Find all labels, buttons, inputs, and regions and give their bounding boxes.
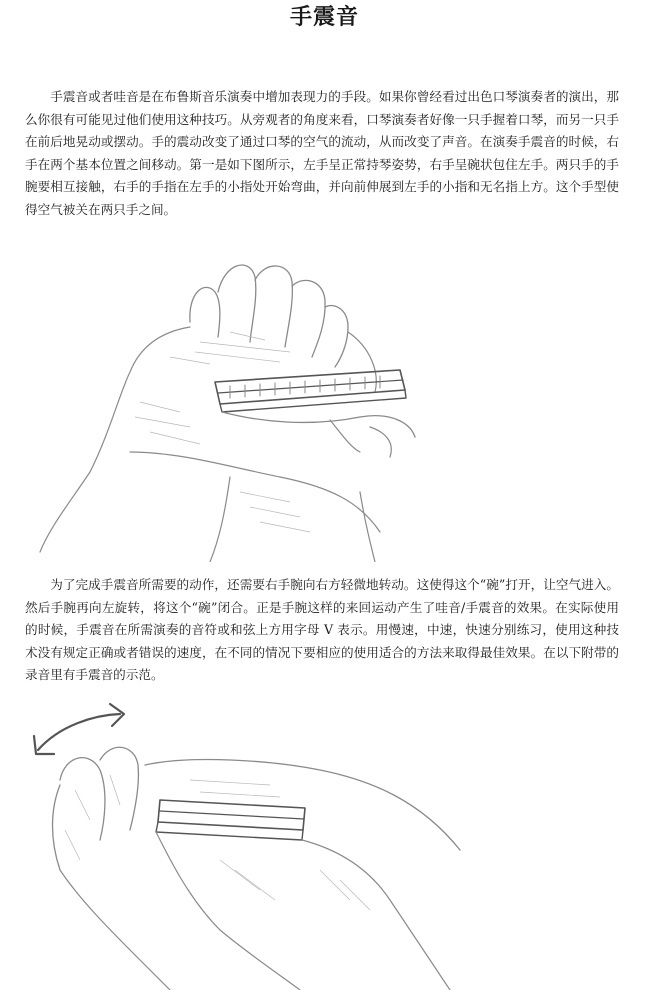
harmonica-icon bbox=[215, 370, 406, 412]
open-hands-illustration bbox=[20, 700, 500, 990]
page-title: 手震音 bbox=[289, 4, 359, 30]
cupped-hands-closed-icon bbox=[30, 252, 430, 562]
technique-paragraph: 为了完成手震音所需要的动作，还需要右手腕向右方轻微地转动。这使得这个“碗”打开，让空气进入。然后手腕再向左旋转，将这个“碗”闭合。正是手腕这样的来回运动产生了哇音/手震音的效果。在实际使用的时候，手震音在所需演奏的音符或和弦上方用字母 V 表示。用慢速，中速，快速分别练习，使用这种技术没有规定正确或者错误的速度，在不同的情况下要相应的使用适合的方法来取得最佳效果。在以下附带的录音里有手震音的示范。 bbox=[25, 577, 619, 682]
rotation-arrow-icon bbox=[34, 704, 124, 754]
cupped-hands-open-icon bbox=[20, 700, 500, 990]
intro-paragraph: 手震音或者哇音是在布鲁斯音乐演奏中增加表现力的手段。如果你曾经看过出色口琴演奏者的演出，那么你很有可能见过他们使用这种技巧。从旁观者的角度来看，口琴演奏者好像一只手握着口琴，而另一只手在前后地晃动或摆动。手的震动改变了通过口琴的空气的流动，从而改变了声音。在演奏手震音的时候，右手在两个基本位置之间移动。第一是如下图所示，左手呈正常持琴姿势，右手呈碗状包住左手。两只手的手腕要相互接触，右手的手指在左手的小指处开始弯曲，并向前伸展到左手的小指和无名指上方。这个手型使得空气被关在两只手之间。 bbox=[25, 89, 619, 217]
harmonica-icon bbox=[156, 800, 305, 840]
closed-hands-illustration bbox=[30, 252, 430, 562]
